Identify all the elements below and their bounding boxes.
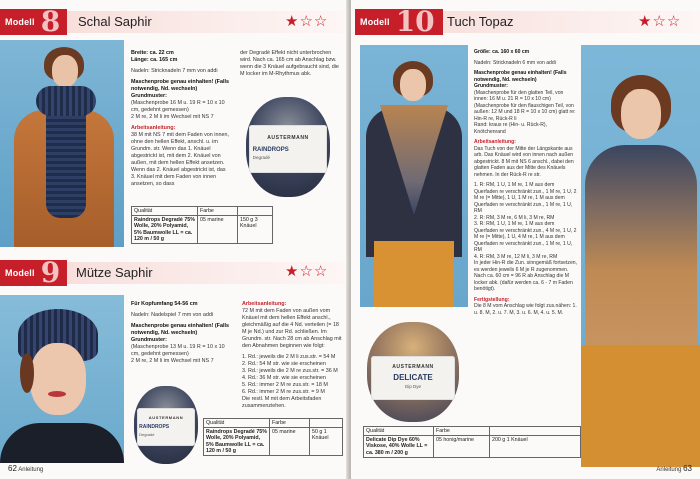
length-spec: Länge: ca. 165 cm: [131, 57, 178, 63]
table-cell-color: 05 marine: [270, 428, 310, 456]
table-cell-quality: Raindrops Degradé 75% Wolle, 20% Polyamid, 5% Baumwolle LL = ca. 120 m / 50 g: [204, 428, 270, 456]
instructions-title: Arbeitsanleitung:: [242, 301, 287, 307]
instructions-title: Arbeitsanleitung:: [131, 125, 176, 131]
shawl: [585, 145, 697, 355]
pattern-title: Grundmuster:: [131, 337, 167, 343]
row-4: 4. R: RM, 3 M re, 12 M li, 3 M re, RM: [474, 253, 558, 260]
table-header-quality: Qualität: [364, 427, 434, 436]
instructions-title: Arbeitsanleitung:: [474, 139, 516, 145]
difficulty-stars: [285, 12, 328, 30]
pattern-title: Grundmuster:: [131, 93, 167, 99]
yarn-name: RAINDROPS: [139, 424, 170, 430]
finishing-title: Fertigstellung:: [474, 296, 510, 303]
page-number: 62: [8, 464, 17, 473]
table-header-quality: Qualität: [132, 207, 198, 216]
model-9-title: Mütze Saphir: [76, 265, 153, 280]
yarn-subname: Degradé: [252, 155, 270, 160]
difficulty-stars: [285, 262, 328, 280]
table-cell-quality: Delicate Dip Dye 60% Viskose, 40% Wolle LL = ca. 380 m / 200 g: [364, 436, 434, 458]
round-6: 6. Rd.: immer 2 M re zus.str. = 9 M: [242, 389, 325, 395]
size-spec: Größe: ca. 160 x 60 cm: [474, 49, 530, 55]
row-2: 2. R: RM, 3 M re, 6 M li, 3 M re, RM: [474, 214, 555, 221]
footer-label: Anleitung: [656, 467, 682, 473]
face: [400, 69, 426, 101]
left-footer: [8, 464, 43, 473]
model-8-title: Schal Saphir: [78, 14, 152, 29]
model-9-instructions: [242, 301, 344, 414]
instructions-continued: In jeder Hin-R die Zun. sinngemäß fortsetzen, es werden jeweils 6 M je R zugenommen. Nach ca. 60 cm = 96 R ab Anschlag die M locker abk. (dafür werden ca. 6 - 7 m Faden benötigt).: [474, 260, 578, 292]
needles-spec: Nadeln: Nadelspiel 7 mm von addi: [131, 312, 214, 318]
pattern-text: (Maschenprobe 13 M u. 19 R = 10 x 10 cm, gedehnt gemessen): [131, 344, 225, 357]
pattern-text: (Maschenprobe 16 M u. 19 R = 10 x 10 cm, gedehnt gemessen): [131, 100, 225, 113]
lips: [48, 391, 66, 397]
model-9-tag: [0, 256, 67, 289]
pattern-title: Grundmuster:: [474, 83, 508, 89]
right-page: [351, 0, 700, 479]
face: [30, 343, 86, 415]
difficulty-stars: [638, 12, 681, 30]
face: [52, 55, 78, 87]
table-header-amount: [238, 207, 273, 216]
table-cell-amount: 200 g 1 Knäuel: [490, 436, 581, 458]
table-header-color: Farbe: [198, 207, 238, 216]
yarn-name: DELICATE: [393, 373, 433, 382]
table-cell-color: 05 marine: [198, 216, 238, 244]
model-9-specs: [131, 301, 229, 369]
skirt: [581, 345, 700, 467]
gauge-title: Maschenprobe genau einhalten! (Falls notwendig, Nd. wechseln): [474, 70, 567, 83]
model-8-specs: [131, 50, 229, 192]
scarf-wrap: [36, 86, 96, 116]
table-row: [364, 436, 581, 458]
star-empty-icon: ☆☆: [299, 263, 329, 280]
model-9-photo: [0, 295, 124, 463]
table-row: [204, 428, 343, 456]
row-1: 1. R: RM, 1 U, 1 M re, 1 M aus dem Querfaden re verschränkt zun., 1 M re, 1 U, 2 M re (= Mitte), 1 U, 1 M re, 1 M aus dem Querfaden re verschränkt zun., 1 M re, 1 U, RM: [474, 182, 577, 214]
table-cell-color: 05 honig/marine: [434, 436, 490, 458]
table-cell-amount: 150 g 3 Knäuel: [238, 216, 273, 244]
pattern-text-2: 2 M re, 2 M li im Wechsel mit NS 7: [131, 358, 214, 364]
gauge-title: Maschenprobe genau einhalten! (Falls notwendig, Nd. wechseln): [131, 323, 229, 336]
left-page: [0, 0, 349, 479]
model-10-photo-front: [360, 45, 468, 307]
yarn-brand: AUSTERMANN: [392, 364, 434, 370]
instructions-text: Das Tuch von der Mitte der Längskante aus arb. Das Knäuel wird von innen nach außen abgestrickt. 8 M mit NS 6 anschl., dabei den glatten Faden aus der Mitte des Knäuels nehmen. In der Rück-R re str.: [474, 145, 574, 178]
star-empty-icon: ☆☆: [652, 13, 682, 30]
pattern-text: (Maschenprobe für den glatten Teil, von innen: 16 M u. 21 R = 10 x 10 cm) (Maschenprobe für den flauschigen Teil, von außen: 12 M und 18 R = 10 x 10 cm) glatt re: Hin-R re, Rück-R li: [474, 89, 576, 122]
model-10-yarn-ball: [367, 322, 459, 422]
round-1: 1. Rd.: jeweils die 2 M li zus.str. = 54 M: [242, 354, 336, 360]
model-10-instructions: [474, 49, 578, 320]
pattern-text-2: 2 M re, 2 M li im Wechsel mit NS 7: [131, 114, 214, 120]
table-cell-amount: 50 g 1 Knäuel: [310, 428, 343, 456]
page-number: 63: [683, 464, 692, 473]
round-4: 4. Rd.: 36 M str. wie sie erscheinen: [242, 375, 326, 381]
yarn-brand: AUSTERMANN: [148, 415, 184, 420]
model-10-title: Tuch Topaz: [447, 14, 514, 29]
instructions-continued: der Degradé Effekt nicht unterbrochen wird. Nach ca. 165 cm ab Anschlag bzw. wenn die 3 Knäuel aufgebraucht sind, die M locker im M-Rhythmus abk.: [240, 50, 339, 77]
table-header-color: Farbe: [270, 419, 310, 428]
star-filled-icon: ★: [285, 263, 300, 280]
row-3: 3. R: RM, 1 U, 1 M re, 1 M aus dem Querfaden re verschränkt zun., 4 M re, 1 U, 2 M re (= Mitte), 1 U, 4 M re, 1 M aus dem Querfaden re verschränkt zun., 1 M re, 1 U, RM: [474, 221, 577, 253]
needles-spec: Nadeln: Stricknadeln 7 mm von addi: [131, 68, 218, 74]
yarn-subname: Degradé: [139, 432, 155, 437]
star-filled-icon: ★: [638, 13, 653, 30]
model-8-photo: [0, 40, 124, 247]
edge-text: Rand: kraus re (Hin- u. Rück-R), Knötchenrand: [474, 122, 548, 135]
model-number: 10: [395, 5, 435, 38]
yarn-name: RAINDROPS: [252, 147, 289, 153]
needles-spec: Nadeln: Stricknadeln 6 mm von addi: [474, 59, 556, 66]
model-9-yarn-ball: [134, 386, 198, 464]
hair-side: [20, 353, 34, 393]
finishing-text: Die 8 M vom Anschlag wie folgt zus.nähen: 1. u. 8. M, 2. u. 7. M, 3. u. 6. M, 4. u. 5. M.: [474, 303, 577, 316]
model-number: 9: [40, 256, 61, 289]
table-header-amount: [310, 419, 343, 428]
instructions-intro: 72 M mit dem Faden von außen vom Knäuel mit dem hellen Effekt anschl., gleichmäßig auf die 4 Nd. verteilen (= 18 M je Nd.) und zur Rd. schließen. Im Grundm. str. Nach 28 cm ab Anschlag mit den Abnahmen beginnen wie folgt:: [242, 308, 342, 349]
model-number: 8: [40, 5, 61, 38]
table-header-quality: Qualität: [204, 419, 270, 428]
model-label: Modell: [360, 17, 390, 27]
table-header-color: Farbe: [434, 427, 490, 436]
table-row: [132, 216, 273, 244]
shoulders: [0, 423, 124, 463]
model-label: Modell: [5, 268, 35, 278]
model-8-instructions-cont: [240, 50, 342, 82]
width-spec: Breite: ca. 22 cm: [131, 50, 174, 56]
model-9-yarn-table: [203, 418, 343, 456]
round-5: 5. Rd.: immer 2 M re zus.str. = 18 M: [242, 382, 328, 388]
round-2: 2. Rd.: 54 M str. wie sie erscheinen: [242, 361, 326, 367]
yarn-brand: AUSTERMANN: [267, 135, 309, 141]
footer-label: Anleitung: [18, 467, 44, 473]
star-filled-icon: ★: [285, 13, 300, 30]
gauge-title: Maschenprobe genau einhalten! (Falls notwendig, Nd. wechseln): [131, 79, 229, 92]
model-8-yarn-table: [131, 206, 273, 244]
table-cell-quality: Raindrops Degradé 75% Wolle, 20% Polyamid, 5% Baumwolle LL = ca. 120 m / 50 g: [132, 216, 198, 244]
instructions-outro: Die restl. M mit dem Arbeitsfaden zusammenziehen.: [242, 396, 322, 409]
model-8-yarn-ball: [246, 97, 330, 197]
round-3: 3. Rd.: jeweils die 2 M re zus.str. = 36 M: [242, 368, 338, 374]
model-10-yarn-table: [363, 426, 581, 458]
model-10-tag: [355, 5, 443, 38]
model-label: Modell: [5, 17, 35, 27]
head-size-spec: Für Kopfumfang 54-56 cm: [131, 301, 198, 307]
model-8-tag: [0, 5, 67, 38]
table-header-amount: [490, 427, 581, 436]
skirt: [374, 241, 454, 307]
face: [621, 89, 661, 139]
model-10-photo-back: [581, 45, 700, 467]
right-footer: [656, 464, 692, 473]
star-empty-icon: ☆☆: [299, 13, 329, 30]
instructions-text: 38 M mit NS 7 mit dem Faden von innen, ohne den hellen Effekt, anschl. u. im Grundm. str. Wenn das 1. Knäuel abgestrickt ist, mit dem 2. Knäuel von außen, mit dem hellen Effekt ansetzen. Wenn das 2. Knäuel abgestrickt ist, das 3. Knäuel mit dem Faden von innen ansetzen, so dass: [131, 132, 229, 187]
yarn-subname: Dip Dye: [404, 384, 421, 389]
